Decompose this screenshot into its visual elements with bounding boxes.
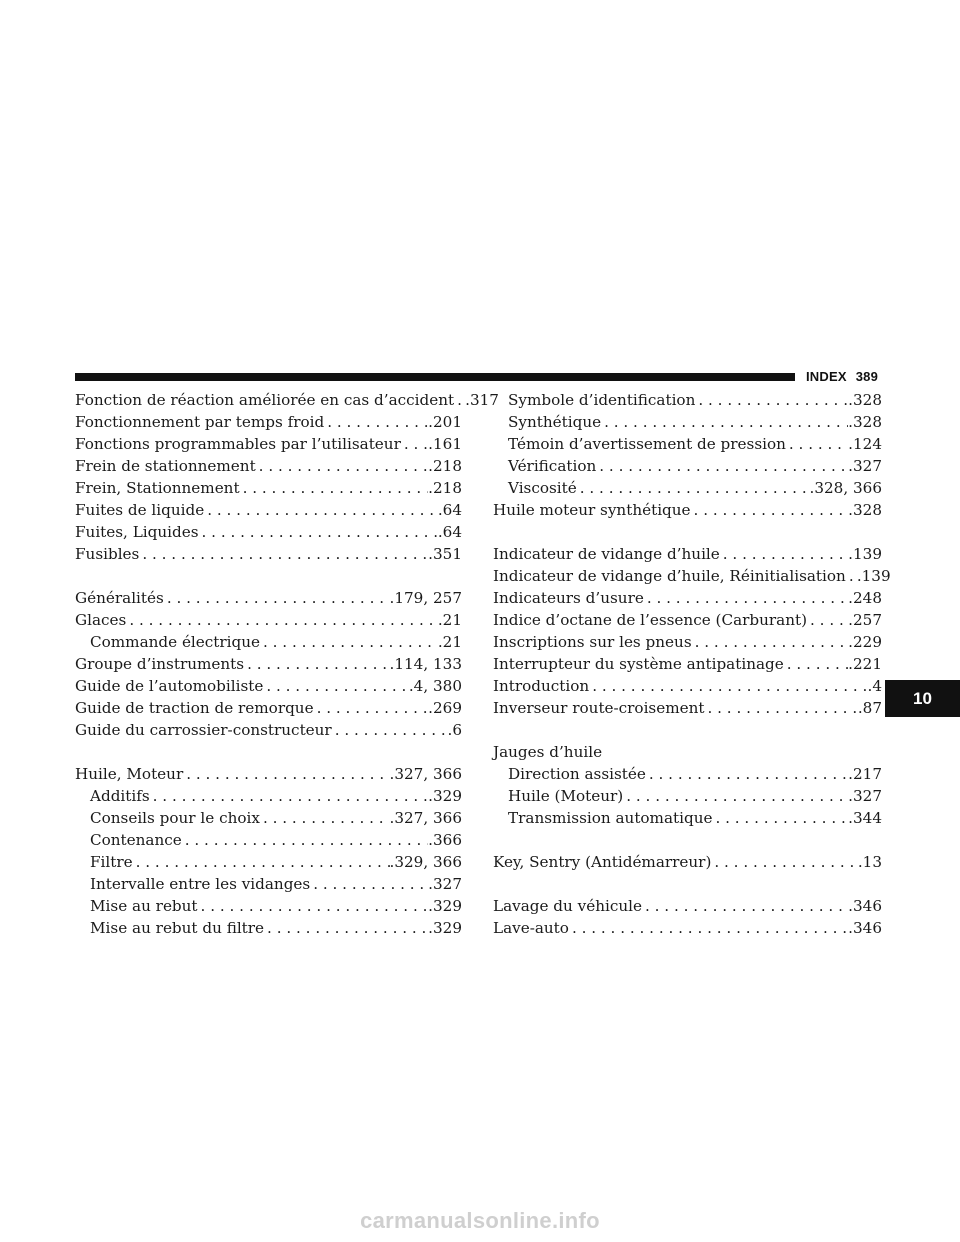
entry-page-ref[interactable]: .327: [428, 875, 462, 893]
index-subentry[interactable]: [75, 631, 462, 653]
dot-leader: [183, 763, 389, 785]
index-subentry[interactable]: [75, 829, 462, 851]
index-entry[interactable]: [493, 499, 882, 521]
entry-page-ref[interactable]: .257: [848, 611, 882, 629]
entry-page-ref[interactable]: .329: [428, 897, 462, 915]
dot-leader: [711, 851, 857, 873]
entry-page-ref[interactable]: .218: [428, 457, 462, 475]
entry-label: Viscosité: [508, 479, 577, 497]
entry-label: Inverseur route-croisement: [493, 699, 705, 717]
index-subentry[interactable]: [75, 851, 462, 873]
entry-page-ref[interactable]: .201: [428, 413, 462, 431]
entry-label: Transmission automatique: [508, 809, 713, 827]
entry-page-ref[interactable]: .346: [848, 897, 882, 915]
entry-label: Guide de traction de remorque: [75, 699, 314, 717]
dot-leader: [712, 807, 848, 829]
entry-label: Fuites, Liquides: [75, 523, 199, 541]
entry-page-ref[interactable]: .329, 366: [389, 853, 462, 871]
entry-label: Interrupteur du système antipatinage: [493, 655, 784, 673]
entry-page-ref[interactable]: .328: [848, 413, 882, 431]
entry-page-ref[interactable]: .229: [848, 633, 882, 651]
index-subentry[interactable]: [493, 389, 882, 411]
dot-leader: [644, 587, 848, 609]
index-subentry[interactable]: [75, 873, 462, 895]
entry-page-ref[interactable]: .328: [848, 501, 882, 519]
entry-page-ref[interactable]: .6: [447, 721, 462, 739]
entry-label: Mise au rebut du filtre: [90, 919, 265, 937]
dot-leader: [601, 411, 848, 433]
index-entry[interactable]: [75, 763, 462, 785]
entry-page-ref[interactable]: .179, 257: [389, 589, 462, 607]
dot-leader: [260, 631, 438, 653]
index-entry[interactable]: [493, 565, 891, 587]
entry-label: Vérification: [508, 457, 597, 475]
entry-page-ref[interactable]: .124: [848, 435, 882, 453]
entry-label: Glaces: [75, 611, 127, 629]
entry-label: Intervalle entre les vidanges: [90, 875, 311, 893]
entry-label: Direction assistée: [508, 765, 646, 783]
entry-page-ref[interactable]: .269: [428, 699, 462, 717]
entry-label: Key, Sentry (Antidémarreur): [493, 853, 712, 871]
dot-leader: [596, 455, 848, 477]
watermark: carmanualsonline.info: [360, 1208, 600, 1233]
entry-label: Introduction: [493, 677, 590, 695]
entry-page-ref[interactable]: .161: [428, 435, 462, 453]
entry-page-ref[interactable]: .4, 380: [408, 677, 462, 695]
index-entry[interactable]: [493, 895, 882, 917]
entry-page-ref[interactable]: .328, 366: [809, 479, 882, 497]
entry-page-ref[interactable]: .64: [437, 523, 462, 541]
dot-leader: [569, 917, 848, 939]
entry-label: Frein de stationnement: [75, 457, 256, 475]
entry-page-ref[interactable]: .327: [848, 457, 882, 475]
dot-leader: [695, 389, 848, 411]
header-title: INDEX: [806, 369, 847, 384]
entry-page-ref[interactable]: .64: [437, 501, 462, 519]
entry-label: Inscriptions sur les pneus: [493, 633, 692, 651]
entry-gap: [493, 829, 882, 851]
index-entry[interactable]: [75, 389, 499, 411]
dot-leader: [720, 543, 848, 565]
index-subentry[interactable]: [75, 807, 462, 829]
index-entry[interactable]: [75, 587, 462, 609]
entry-label: Généralités: [75, 589, 164, 607]
dot-leader: [589, 675, 867, 697]
index-entry[interactable]: [493, 741, 882, 763]
entry-label: Frein, Stationnement: [75, 479, 240, 497]
index-column-left: [75, 389, 499, 939]
entry-label: Synthétique: [508, 413, 602, 431]
entry-label: Filtre: [90, 853, 133, 871]
index-entry[interactable]: [493, 675, 882, 697]
index-entry[interactable]: [493, 587, 882, 609]
entry-page-ref[interactable]: .351: [428, 545, 462, 563]
index-entry[interactable]: [75, 543, 462, 565]
entry-page-ref[interactable]: .317: [465, 391, 499, 409]
running-header: [806, 369, 878, 384]
index-entry[interactable]: [75, 697, 462, 719]
dot-leader: [263, 675, 409, 697]
entry-page-ref[interactable]: .139: [848, 545, 882, 563]
dot-leader: [164, 587, 390, 609]
entry-page-ref[interactable]: .327: [848, 787, 882, 805]
dot-leader: [577, 477, 810, 499]
dot-leader: [240, 477, 429, 499]
dot-leader: [807, 609, 848, 631]
entry-page-ref[interactable]: .248: [848, 589, 882, 607]
entry-label: Fuites de liquide: [75, 501, 205, 519]
dot-leader: [133, 851, 390, 873]
entry-page-ref[interactable]: .21: [437, 633, 462, 651]
entry-label: Indicateur de vidange d’huile, Réinitialisation: [493, 567, 846, 585]
entry-label: Jauges d’huile: [493, 743, 603, 761]
entry-label: Fonctions programmables par l’utilisateur: [75, 435, 401, 453]
dot-leader: [310, 873, 428, 895]
index-subentry[interactable]: [493, 433, 882, 455]
entry-page-ref[interactable]: .327, 366: [389, 765, 462, 783]
index-subentry[interactable]: [493, 785, 882, 807]
index-subentry[interactable]: [75, 785, 462, 807]
entry-page-ref[interactable]: .327, 366: [389, 809, 462, 827]
dot-leader: [401, 433, 428, 455]
dot-leader: [314, 697, 429, 719]
entry-label: Fonction de réaction améliorée en cas d’accident: [75, 391, 455, 409]
entry-page-ref[interactable]: .4: [867, 677, 882, 695]
index-entry[interactable]: [493, 851, 882, 873]
entry-label: Indicateurs d’usure: [493, 589, 644, 607]
dot-leader: [244, 653, 389, 675]
index-entry[interactable]: [493, 631, 882, 653]
dot-leader: [126, 609, 438, 631]
dot-leader: [332, 719, 448, 741]
index-entry[interactable]: [493, 697, 882, 719]
entry-label: Indice d’octane de l’essence (Carburant): [493, 611, 808, 629]
entry-page-ref[interactable]: .217: [848, 765, 882, 783]
entry-gap: [75, 565, 462, 587]
index-subentry[interactable]: [493, 763, 882, 785]
entry-gap: [493, 873, 882, 895]
entry-label: Additifs: [90, 787, 150, 805]
entry-label: Symbole d’identification: [508, 391, 696, 409]
entry-label: Contenance: [90, 831, 182, 849]
entry-label: Fonctionnement par temps froid: [75, 413, 325, 431]
dot-leader: [454, 389, 465, 411]
dot-leader: [705, 697, 858, 719]
dot-leader: [642, 895, 848, 917]
index-entry[interactable]: [75, 433, 462, 455]
entry-page-ref[interactable]: .346: [848, 919, 882, 937]
dot-leader: [324, 411, 428, 433]
header-rule: [75, 373, 795, 381]
dot-leader: [691, 499, 849, 521]
dot-leader: [846, 565, 857, 587]
entry-page-ref[interactable]: .218: [428, 479, 462, 497]
index-entry[interactable]: [75, 609, 462, 631]
entry-label: Mise au rebut: [90, 897, 198, 915]
dot-leader: [646, 763, 848, 785]
index-entry[interactable]: [75, 411, 462, 433]
entry-label: Huile, Moteur: [75, 765, 184, 783]
chapter-tab[interactable]: [885, 680, 960, 717]
index-entry[interactable]: [75, 455, 462, 477]
entry-gap: [75, 741, 462, 763]
entry-label: Indicateur de vidange d’huile: [493, 545, 720, 563]
page-number: 389: [855, 369, 879, 384]
dot-leader: [692, 631, 849, 653]
entry-label: Guide du carrossier-constructeur: [75, 721, 332, 739]
entry-page-ref[interactable]: .87: [857, 699, 882, 717]
entry-gap: [493, 719, 882, 741]
entry-page-ref[interactable]: .114, 133: [389, 655, 462, 673]
dot-leader: [264, 917, 428, 939]
index-column-right: [493, 389, 891, 939]
entry-gap: [493, 521, 882, 543]
dot-leader: [784, 653, 848, 675]
index-entry[interactable]: [75, 521, 462, 543]
dot-leader: [623, 785, 848, 807]
entry-page-ref[interactable]: .366: [428, 831, 462, 849]
entry-label: Groupe d’instruments: [75, 655, 245, 673]
entry-page-ref[interactable]: .139: [856, 567, 891, 585]
index-entry[interactable]: [493, 917, 882, 939]
index-entry[interactable]: [493, 653, 882, 675]
entry-page-ref[interactable]: .13: [857, 853, 882, 871]
entry-label: Guide de l’automobiliste: [75, 677, 264, 695]
entry-page-ref[interactable]: .329: [428, 919, 462, 937]
entry-label: Témoin d’avertissement de pression: [508, 435, 786, 453]
index-subentry[interactable]: [493, 477, 882, 499]
index-subentry[interactable]: [493, 411, 882, 433]
entry-label: Lave-auto: [493, 919, 569, 937]
dot-leader: [139, 543, 428, 565]
index-subentry[interactable]: [493, 807, 882, 829]
dot-leader: [260, 807, 390, 829]
entry-label: Lavage du véhicule: [493, 897, 642, 915]
entry-label: Huile moteur synthétique: [493, 501, 691, 519]
entry-page-ref[interactable]: .344: [848, 809, 882, 827]
entry-label: Commande électrique: [90, 633, 260, 651]
dot-leader: [256, 455, 429, 477]
entry-label: Fusibles: [75, 545, 140, 563]
index-entry[interactable]: [75, 653, 462, 675]
dot-leader: [199, 521, 438, 543]
entry-label: Conseils pour le choix: [90, 809, 260, 827]
index-entry[interactable]: [75, 675, 462, 697]
dot-leader: [786, 433, 848, 455]
index-entry[interactable]: [493, 609, 882, 631]
chapter-tab-number: 10: [913, 688, 932, 708]
index-entry[interactable]: [75, 499, 462, 521]
entry-page-ref[interactable]: .328: [848, 391, 882, 409]
entry-label: Huile (Moteur): [508, 787, 624, 805]
index-entry[interactable]: [493, 543, 882, 565]
entry-page-ref[interactable]: .21: [437, 611, 462, 629]
index-subentry[interactable]: [493, 455, 882, 477]
dot-leader: [182, 829, 428, 851]
entry-page-ref[interactable]: .221: [848, 655, 882, 673]
index-subentry[interactable]: [75, 917, 462, 939]
dot-leader: [198, 895, 429, 917]
entry-page-ref[interactable]: .329: [428, 787, 462, 805]
index-entry[interactable]: [75, 719, 462, 741]
dot-leader: [150, 785, 429, 807]
dot-leader: [204, 499, 438, 521]
index-subentry[interactable]: [75, 895, 462, 917]
index-entry[interactable]: [75, 477, 462, 499]
